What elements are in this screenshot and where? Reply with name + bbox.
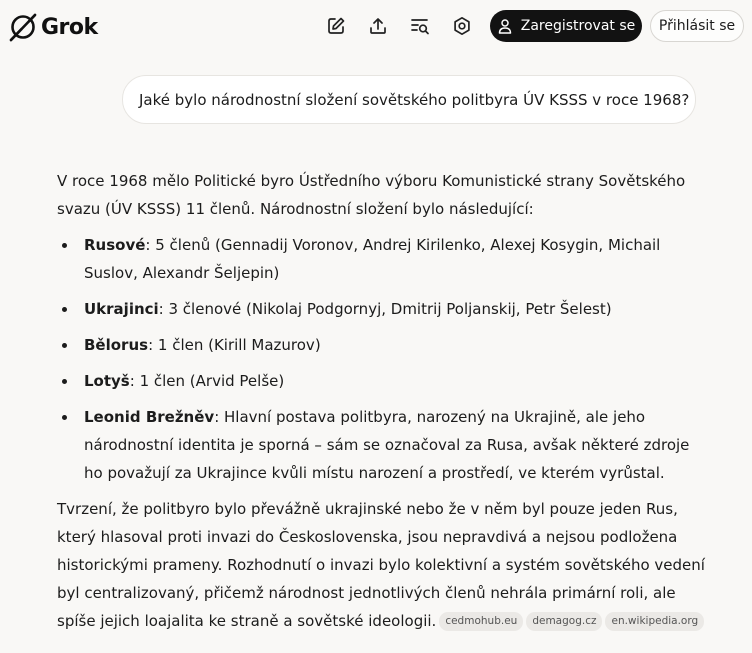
upload-icon xyxy=(368,16,388,36)
list-item xyxy=(57,331,707,359)
item-text: : 5 členů (Gennadij Voronov, Andrej Kirilenko, Alexej Kosygin, Michail Suslov, Alexandr Šeljepin) xyxy=(84,236,661,282)
register-button[interactable] xyxy=(490,10,642,42)
answer-outro xyxy=(57,495,707,635)
user-icon xyxy=(497,18,513,34)
item-label: Bělorus xyxy=(84,336,149,354)
settings-button[interactable] xyxy=(448,12,476,40)
history-search-button[interactable] xyxy=(406,12,434,40)
user-message-bubble xyxy=(122,75,696,124)
login-button[interactable] xyxy=(650,10,744,42)
new-chat-button[interactable] xyxy=(322,12,350,40)
login-label: Přihlásit se xyxy=(658,18,736,34)
item-label: Ukrajinci xyxy=(84,300,159,318)
source-chip[interactable]: cedmohub.eu xyxy=(439,612,523,631)
top-bar xyxy=(0,0,752,56)
list-item xyxy=(57,367,707,395)
source-chip[interactable]: demagog.cz xyxy=(526,612,602,631)
search-history-icon xyxy=(410,16,430,36)
list-item xyxy=(57,295,707,323)
item-label: Rusové xyxy=(84,236,146,254)
grok-logo[interactable] xyxy=(8,10,98,44)
register-label: Zaregistrovat se xyxy=(520,18,636,34)
item-text: : 3 členové (Nikolaj Podgornyj, Dmitrij Poljanskij, Petr Šelest) xyxy=(158,300,612,318)
grok-logo-icon xyxy=(8,12,38,42)
brand-name: Grok xyxy=(41,14,98,40)
source-chip[interactable]: en.wikipedia.org xyxy=(605,612,704,631)
user-message-text: Jaké bylo národnostní složení sovětského politbyra ÚV KSSS v roce 1968? xyxy=(139,90,690,109)
item-text: : 1 člen (Arvid Pelše) xyxy=(129,372,285,390)
answer-intro: V roce 1968 mělo Politické byro Ústředního výboru Komunistické strany Sovětského svazu (ÚV KSSS) 11 členů. Národnostní složení bylo následující: xyxy=(57,172,686,218)
share-button[interactable] xyxy=(364,12,392,40)
list-item xyxy=(57,403,707,487)
edit-icon xyxy=(326,16,346,36)
item-label: Leonid Brežněv xyxy=(84,408,215,426)
list-item xyxy=(57,231,707,287)
item-label: Lotyš xyxy=(84,372,130,390)
nationality-list xyxy=(57,231,707,487)
outro-text: Tvrzení, že politbyro bylo převážně ukrajinské nebo že v něm byl pouze jeden Rus, který hlasoval proti invazi do Československa, jsou nepravdivá a nejsou podložena historickými prameny. Rozhodnutí o invazi bylo kolektivní a systém sovětského vedení byl centralizovaný, přičemž národnost jednotlivých členů nehrála primární roli, ale spíše jejich loajalita ke straně a sovětské ideologii. xyxy=(57,500,705,630)
item-text: : 1 člen (Kirill Mazurov) xyxy=(148,336,321,354)
assistant-answer xyxy=(57,167,707,635)
item-text: : Hlavní postava politbyra, narozený na Ukrajině, ale jeho národnostní identita je sporná – sám se označoval za Rusa, avšak některé zdroje ho považují za Ukrajince kvůli místu narození a prostředí, ve kterém vyrůstal. xyxy=(84,408,690,482)
settings-icon xyxy=(452,16,472,36)
